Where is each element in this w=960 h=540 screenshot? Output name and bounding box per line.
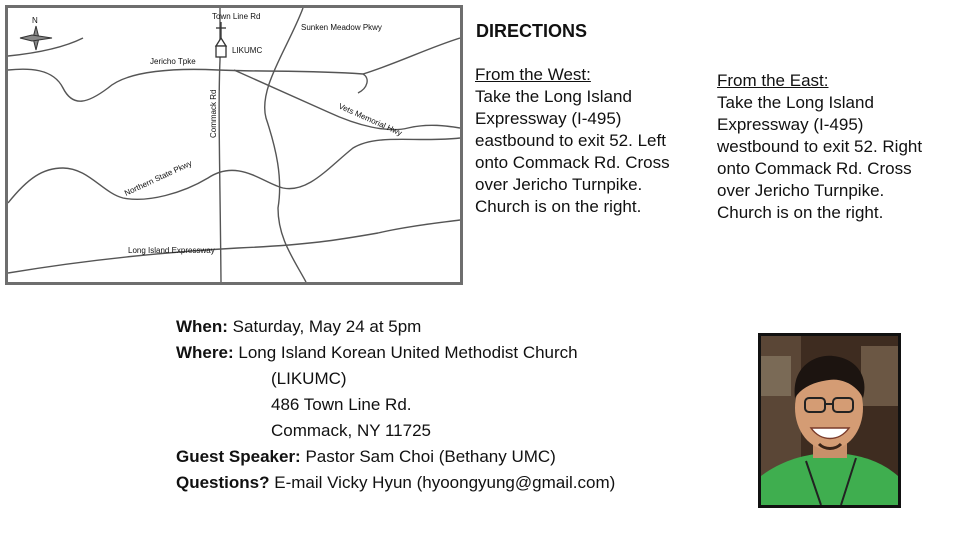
directions-from-west [475, 64, 705, 218]
east-heading: From the East: [717, 71, 829, 90]
questions-label: Questions? [176, 473, 270, 492]
where-line: 486 Town Line Rd. [271, 395, 412, 414]
road-connector-north [363, 38, 460, 74]
west-line: over Jericho Turnpike. [475, 175, 643, 194]
west-line: Take the Long Island [475, 87, 632, 106]
speaker-label: Guest Speaker: [176, 447, 301, 466]
speaker-portrait-image [761, 336, 898, 505]
when-label: When: [176, 317, 228, 336]
where-row [176, 340, 615, 366]
church-label: LIKUMC [232, 46, 263, 55]
directions-title: DIRECTIONS [476, 21, 588, 41]
compass-north-label: N [32, 16, 38, 25]
road-northern-state-pkwy [8, 138, 460, 203]
compass-icon [20, 26, 52, 50]
road-sunken-meadow-pkwy [265, 8, 306, 282]
where-line: Commack, NY 11725 [271, 421, 431, 440]
label-sunken-meadow-pkwy: Sunken Meadow Pkwy [301, 23, 382, 32]
east-line: Expressway (I-495) [717, 115, 864, 134]
label-vets-memorial-hwy: Vets Memorial Hwy [337, 101, 404, 138]
east-line: onto Commack Rd. Cross [717, 159, 912, 178]
label-long-island-expressway: Long Island Expressway [128, 246, 215, 255]
speaker-row [176, 444, 615, 470]
west-line: Expressway (I-495) [475, 109, 622, 128]
west-heading: From the West: [475, 65, 591, 84]
where-line: (LIKUMC) [271, 369, 347, 388]
when-row [176, 314, 615, 340]
east-line: Church is on the right. [717, 203, 884, 222]
church-icon [216, 22, 226, 57]
map-drawing [8, 8, 460, 282]
road-vets-memorial-hwy [234, 70, 460, 130]
directions-map [5, 5, 463, 285]
road-jericho-tpke [8, 69, 367, 101]
guest-speaker-photo [758, 333, 901, 508]
event-info [176, 314, 615, 496]
questions-value: E-mail Vicky Hyun (hyoongyung@gmail.com) [274, 473, 616, 492]
where-label: Where: [176, 343, 234, 362]
road-long-island-expressway [8, 220, 460, 273]
directions-from-east [717, 70, 957, 224]
road-connector-west [8, 38, 83, 56]
west-line: eastbound to exit 52. Left [475, 131, 666, 150]
where-value: Long Island Korean United Methodist Church [238, 343, 578, 362]
east-line: Take the Long Island [717, 93, 874, 112]
label-commack-rd: Commack Rd [209, 89, 218, 138]
label-town-line-rd: Town Line Rd [212, 12, 261, 21]
speaker-value: Pastor Sam Choi (Bethany UMC) [305, 447, 556, 466]
west-line: onto Commack Rd. Cross [475, 153, 670, 172]
west-line: Church is on the right. [475, 197, 642, 216]
label-jericho-tpke: Jericho Tpke [150, 57, 196, 66]
questions-row [176, 470, 615, 496]
when-value: Saturday, May 24 at 5pm [232, 317, 422, 336]
east-line: westbound to exit 52. Right [717, 137, 923, 156]
east-line: over Jericho Turnpike. [717, 181, 885, 200]
label-northern-state-pkwy: Northern State Pkwy [123, 158, 194, 198]
